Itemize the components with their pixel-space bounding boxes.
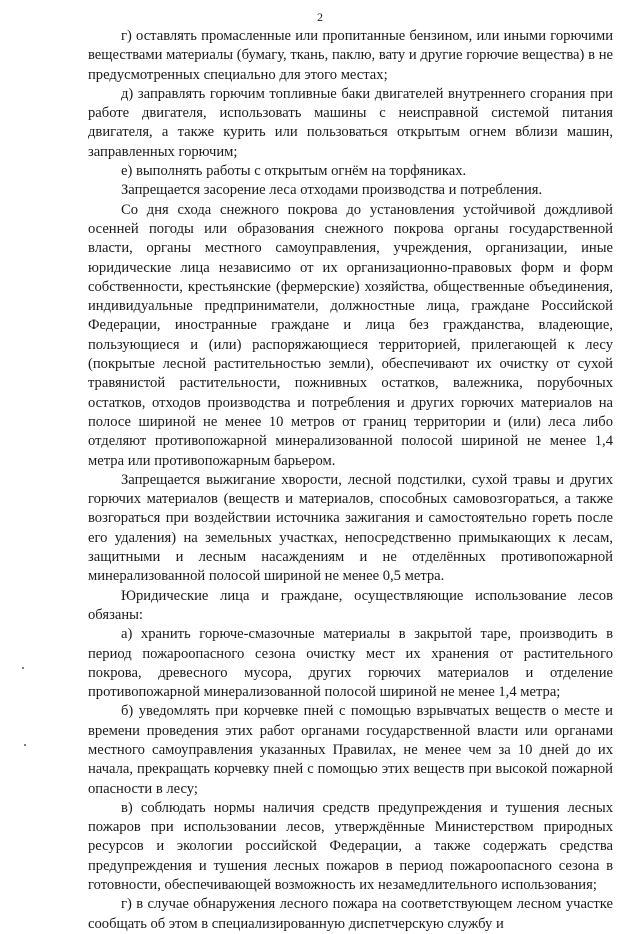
page-number: 2 bbox=[317, 10, 323, 24]
paragraph-obligations-intro: Юридические лица и граждане, осуществляющие использование лесов обязаны: bbox=[88, 587, 613, 623]
scan-speck bbox=[24, 744, 26, 746]
paragraph-obligation-b: б) уведомлять при корчевке пней с помощью взрывчатых веществ о месте и времени проведения этих работ органами государственной власти или органами местного самоуправления указанных Правилах, не менее чем за 10 дней до их начала, прекращать корчевку пней с помощью этих веществ при высокой пожарной опасности в лесу; bbox=[88, 703, 613, 797]
paragraph-burning-prohibition: Запрещается выжигание хворости, лесной подстилки, сухой травы и других горючих материалов (веществ и материалов, способных самовозгораться, а также возгораться при воздействии источника зажигания и самостоятельно гореть после его удаления) на земельных участках, непосредственно примыкающих к лесам, защитными и лесным насаждениям и не отделённых противопожарной минерализованной полосой шириной не менее 0,5 метра. bbox=[88, 471, 613, 585]
paragraph-obligation-g: г) в случае обнаружения лесного пожара на соответствующем лесном участке сообщать об этом в специализированную диспетчерскую службу и bbox=[88, 896, 613, 932]
paragraph-obligation-v: в) соблюдать нормы наличия средств предупреждения и тушения лесных пожаров при использовании лесов, утверждённые Министерством природных ресурсов и экологии российской Федерации, а также содержать средства предупреждения и тушения лесных пожаров в период пожароопасного сезона в готовности, обеспечивающей возможность их незамедлительного использования; bbox=[88, 799, 613, 894]
paragraph-obligation-a: а) хранить горюче-смазочные материалы в закрытой таре, производить в период пожароопасного сезона очистку мест их хранения от растительного покрова, древесного мусора, других горючих материалов и отделение противопожарной минерализованной полосой шириной не менее 1,4 метра; bbox=[88, 626, 613, 701]
paragraph-item-d: д) заправлять горючим топливные баки двигателей внутреннего сгорания при работе двигателя, использовать машины с неисправной системой питания двигателя, а также курить или пользоваться открытым огнем вблизи машин, заправленных горючим; bbox=[88, 85, 613, 160]
paragraph-litter-prohibition: Запрещается засорение леса отходами производства и потребления. bbox=[121, 182, 543, 199]
document-body bbox=[88, 27, 613, 934]
paragraph-clearing-duty: Со дня схода снежного покрова до установления устойчивой дождливой осенней погоды или образования снежного покрова органы государственной власти, органы местного самоуправления, учреждения, организации, иные юридические лица независимо от их организационно-правовых форм и форм собственности, крестьянские (фермерские) хозяйства, общественные объединения, индивидуальные предприниматели, должностные лица, граждане Российской Федерации, иностранные граждане и лица без гражданства, владеющие, пользующиеся и (или) распоряжающиеся территорией, прилегающей к лесу (покрытые лесной растительностью земли), обеспечивают их очистку от сухой травянистой растительности, пожнивных остатков, валежника, порубочных остатков, отходов производства и потребления и других горючих материалов на полосе шириной не менее 10 метров от границ территории и (или) леса либо отделяют противопожарной минерализованной полосой шириной не менее 1,4 метра или противопожарным барьером. bbox=[88, 201, 613, 469]
scan-speck bbox=[22, 667, 24, 669]
paragraph-item-e: е) выполнять работы с открытым огнём на торфяниках. bbox=[121, 163, 467, 180]
paragraph-item-g: г) оставлять промасленные или пропитанные бензином, или иными горючими веществами материалы (бумагу, ткань, паклю, вату и другие горючие вещества) в не предусмотренных специально для этого местах; bbox=[88, 28, 613, 83]
